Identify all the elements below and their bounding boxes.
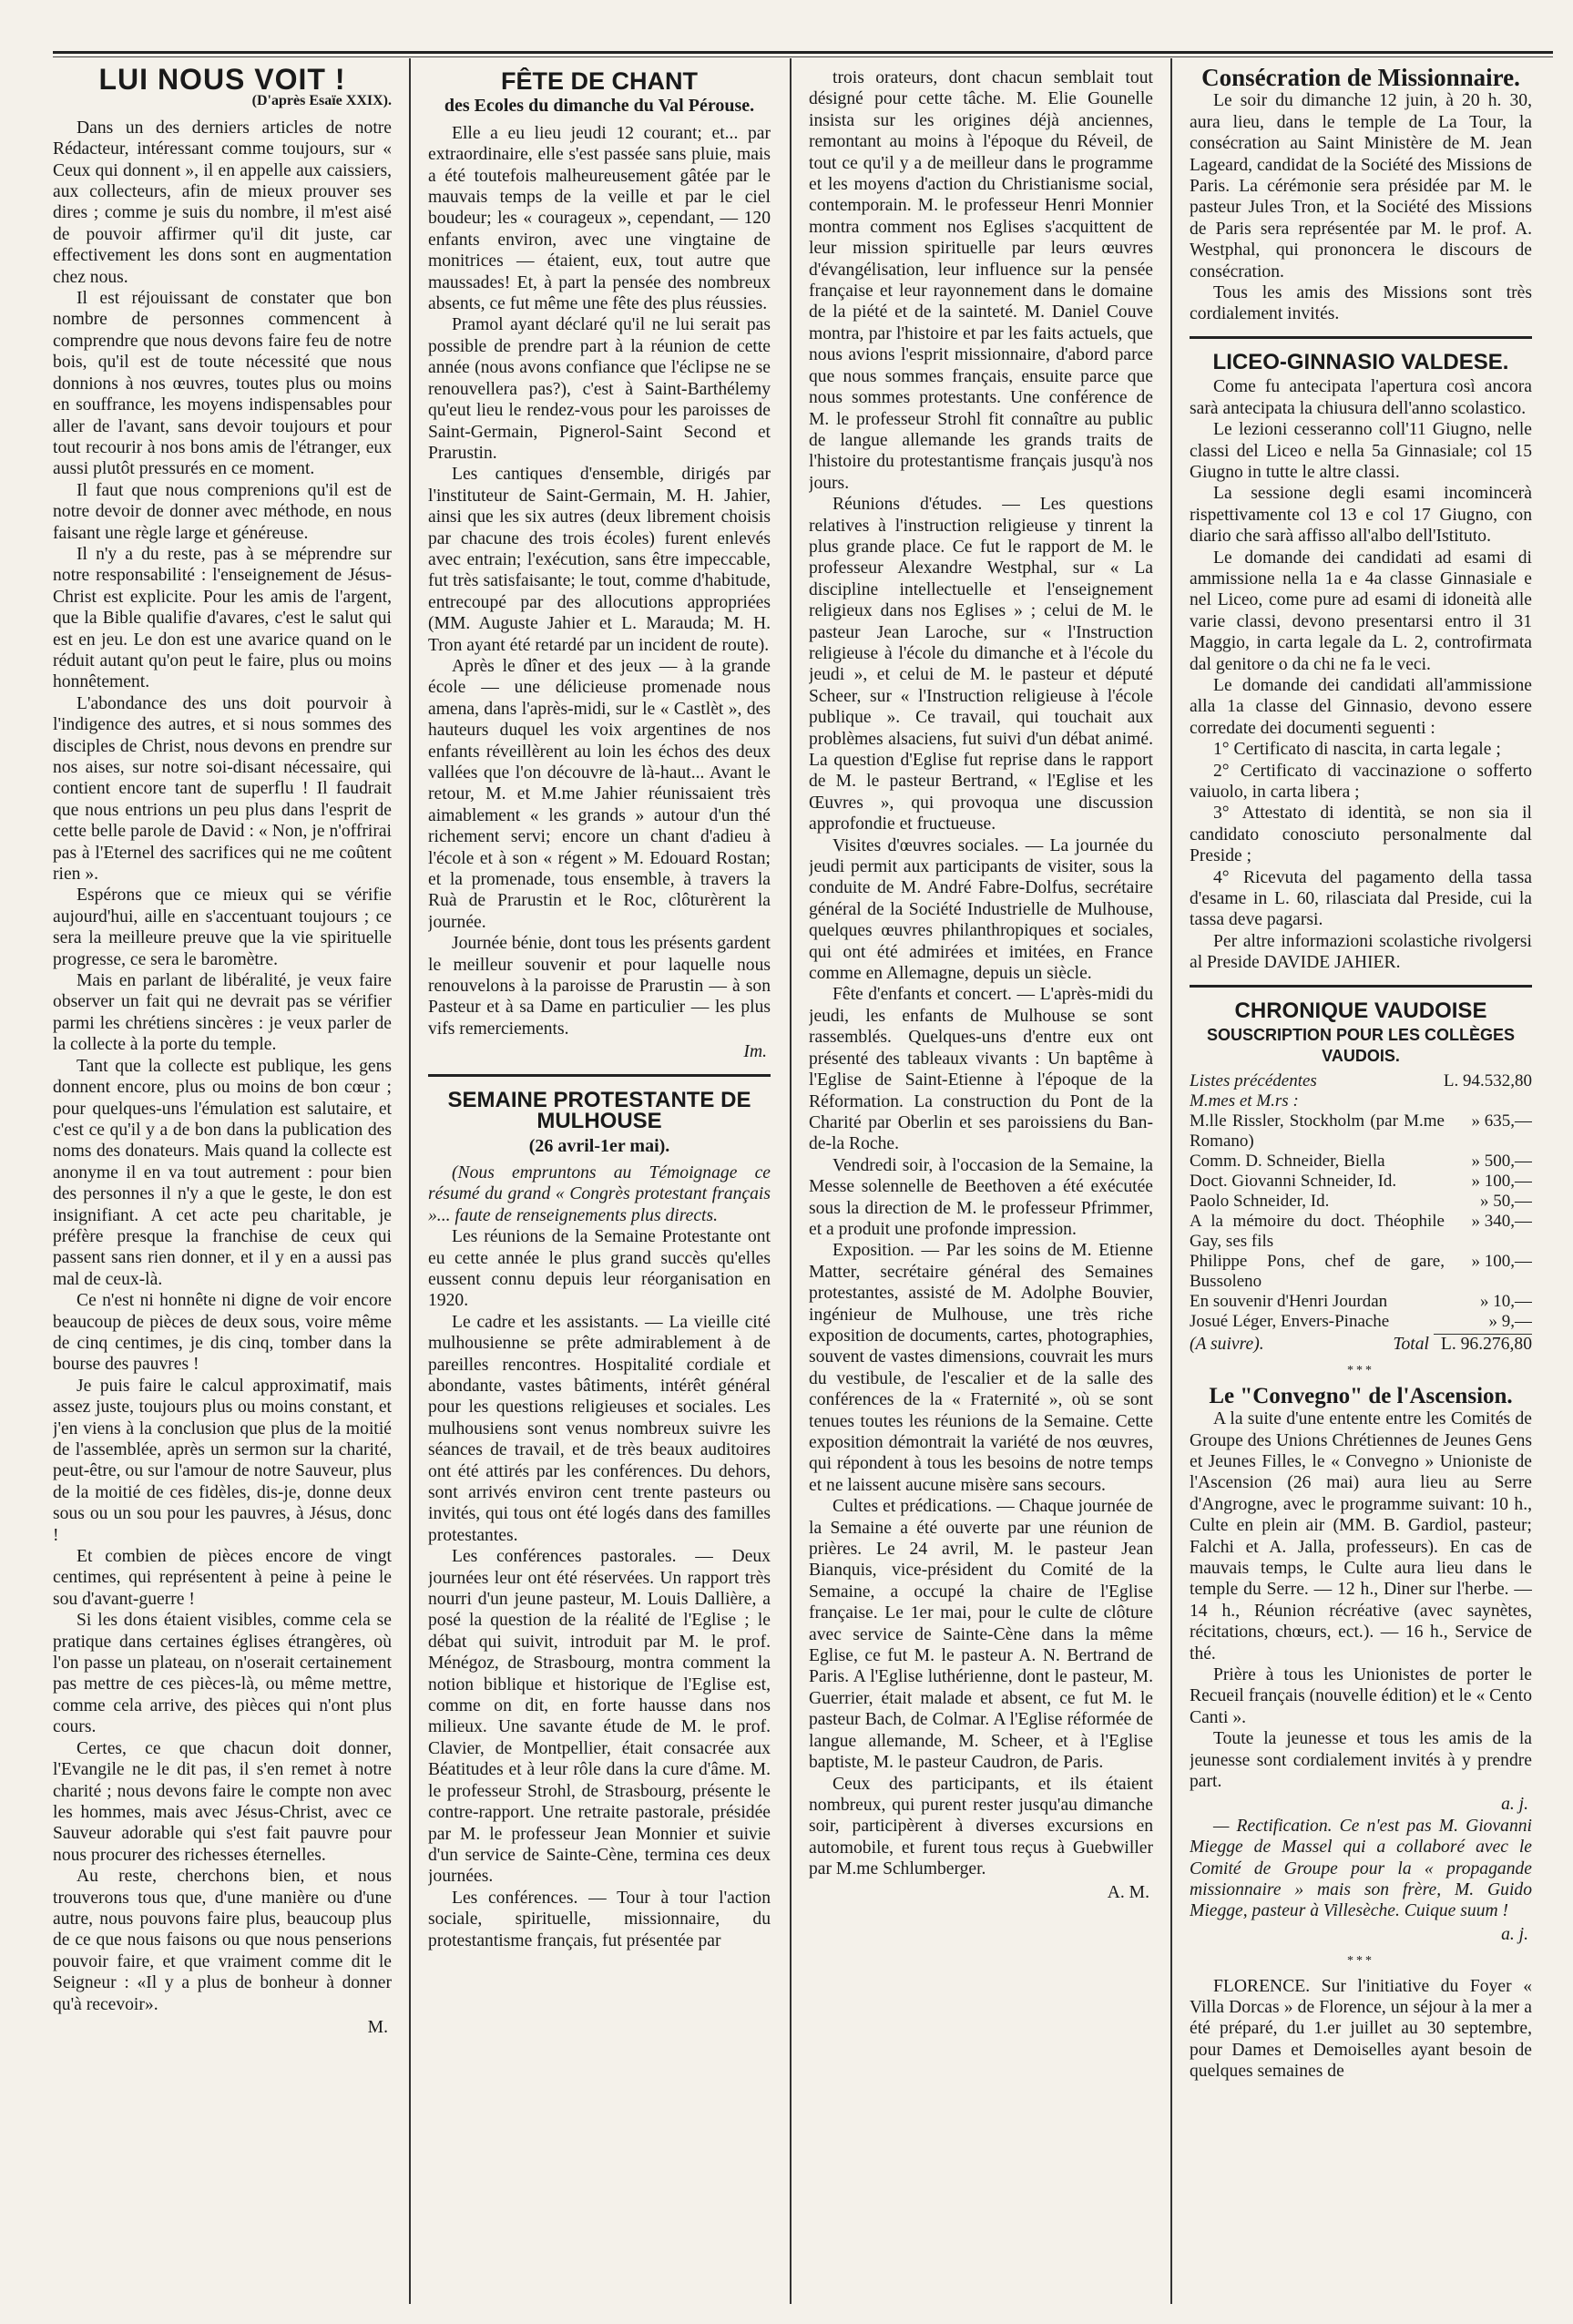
donor-name: A la mémoire du doct. Théophile Gay, ses fils	[1190, 1211, 1445, 1251]
section-separator	[1190, 336, 1532, 339]
article-subtitle: (D'après Esaïe XXIX).	[251, 93, 392, 109]
donor-name: M.lle Rissler, Stockholm (par M.me Romano)	[1190, 1111, 1445, 1151]
article-body	[1190, 1408, 1532, 1792]
column-separator	[790, 58, 792, 2304]
subscription-title: SOUSCRIPTION POUR LES COLLÈGES VAUDOIS.	[1206, 1026, 1516, 1066]
paragraph: Il est réjouissant de constater que bon nombre de personnes commencent à comprendre que nous devons faire feu de notre bois, qu'il est de toute nécessité que nous donnions à nos œuvres, toutes plus ou moins en souffrance, les moyens indispensables pour aller de l'avant, sans devoir toujours et pour tout recourir à nos bons amis de l'étranger, eux aussi plutôt pressurés en ce moment.	[53, 289, 392, 479]
article-body	[428, 123, 771, 1039]
stars-divider: ***	[1347, 1954, 1374, 1969]
paragraph: Après le dîner et des jeux — à la grande école — une délicieuse promenade nous amena, dans l'après-midi, sur le « Castlèt », des hauteurs duquel les voix argentines de nos enfants réveillèrent au loin les échos des deux vallées que l'on découvre de là-haut... Avant le retour, M. et M.me Jahier réunissaient très aimablement « les grands » autour d'un thé richement servi; encore un chant d'adieu à l'école et à son « régent » M. Edouard Rostan; et la promenade, tous ensemble, à travers la Ruà de Prarustin et le Roc, clôturèrent la journée.	[428, 656, 771, 932]
paragraph: Au reste, cherchons bien, et nous trouverons tous que, d'une manière ou d'une autre, nous pouvons faire plus, beaucoup plus de ce que nous faisons ou que nous penserions pouvoir faire, et que vraiment comme dit le Seigneur : «Il y a plus de bonheur à donner qu'à recevoir».	[53, 1867, 392, 2014]
paragraph: Les conférences pastorales. — Deux journées leur ont été réservées. Un rapport très nourri d'un jeune pasteur, M. Louis Dallière, a posé la question de la réalité de l'Eglise ; le débat qui suivit, introduit par M. le prof. Ménégoz, de Strasbourg, montra comment la notion biblique et historique de l'Eglise est, comme on dit, en forte hausse dans nos milieux. Une savante étude de M. le prof. Clavier, de Montpellier, était consacrée aux Béatitudes et à leur rôle dans la cure d'âme. M. le professeur Strohl, de Strasbourg, présente le contre-rapport. Une retraite pastorale, présidée par M. le professeur Jean Monnier et suivie d'un service de Sainte-Cène, termina ces deux journées.	[428, 1547, 771, 1887]
paragraph: 2° Certificato di vaccinazione o sofferto vaiuolo, in carta libera ;	[1190, 761, 1532, 802]
paragraph: Tant que la collecte est publique, les gens donnent encore, plus ou moins de bon cœur ; pour quelques-uns l'émulation est salutaire, et c'est ce qu'il y a de bon dans la publication des noms des donateurs. Mais quand la collecte est anonyme il en va tout autrement : pour bien des personnes il n'y a que le geste, le don est insignifiant. A cet acte peu charitable, je préfère presque la franchise de ceux qui passent sans rien donner, et il y en a aussi pas mal de ceux-là.	[53, 1056, 392, 1289]
paragraph: 4° Ricevuta del pagamento della tassa d'esame in L. 60, rilasciata dal Preside, cui la tassa deve pagarsi.	[1190, 867, 1532, 930]
column-2	[428, 67, 771, 2304]
names-header: M.mes et M.rs :	[1190, 1090, 1299, 1111]
donor-name: Comm. D. Schneider, Biella	[1190, 1151, 1385, 1171]
paragraph: Prière à tous les Unionistes de porter le Recueil français (nouvelle édition) et le « Cento Canti ».	[1190, 1664, 1532, 1727]
paragraph: La sessione degli esami incomincerà rispettivamente col 13 e col 17 Giugno, con diario che sarà affisso all'albo dell'Istituto.	[1190, 484, 1532, 547]
paragraph: Le cadre et les assistants. — La vieille cité mulhousienne se prête admirablement à de pareilles rencontres. Hospitalité cordiale et abondante, vastes bâtiments, intérêt général pour les questions religieuses et sociales. Les mulhousiens sont venus nombreux suivre les séances de travail, et de très beaux auditoires ont été attirés par les conférences. Du dehors, sont arrivés environ cent trente pasteurs ou invités, qui tous ont été logés dans des familles protestantes.	[428, 1312, 771, 1545]
paragraph: Le soir du dimanche 12 juin, à 20 h. 30, aura lieu, dans le temple de La Tour, la consécration au Saint Ministère de M. Jean Lageard, candidat de la Société des Missions de Paris. La cérémonie sera présidée par M. le pasteur Jules Tron, et la Société des Missions de Paris sera représentée par M. le prof. A. Westphal, qui prononcera le discours de consécration.	[1190, 91, 1532, 282]
donor-name: Josué Léger, Envers-Pinache	[1190, 1311, 1390, 1331]
donor-row	[1190, 1152, 1532, 1172]
donor-amount: » 100,—	[1471, 1251, 1532, 1271]
paragraph: Visites d'œuvres sociales. — La journée du jeudi permit aux participants de visiter, sous la conduite de M. André Fabre-Dolfus, secrétaire général de la Société Industrielle de Mulhouse, quelques œuvres philanthropiques et sociales, qui ont été admirées et imitées, en France comme en Allemagne, depuis un siècle.	[809, 835, 1153, 984]
top-rule	[53, 51, 1553, 54]
paragraph: Et combien de pièces encore de vingt centimes, qui représentent à peine à peine le sou d'avant-guerre !	[53, 1547, 392, 1609]
previous-lists-row	[1190, 1071, 1532, 1091]
column-3	[809, 67, 1153, 2304]
stars-divider: ***	[1347, 1364, 1374, 1378]
donor-row	[1190, 1252, 1532, 1292]
donor-amount: » 635,—	[1471, 1111, 1532, 1131]
signature: a. j.	[1501, 1924, 1528, 1944]
paragraph: Pramol ayant déclaré qu'il ne lui serait pas possible de prendre part à la réunion de cette année (nous avons confiance que l'éclipse ne se renouvellera pas?), c'est à Saint-Barthélemy qu'eut lieu le rendez-vous pour les paroisses de Saint-Germain, Pignerol-Saint Second et Prarustin.	[428, 315, 771, 463]
paragraph: Elle a eu lieu jeudi 12 courant; et... par extraordinaire, elle s'est passée sans pluie, mais a été toutefois malheureusement gâtée par le mauvais temps de la veille et par le ciel boudeur; les « courageux », cependant, — 120 enfants environ, avec une vingtaine de monitrices — étaient, eux, tout autre que maussades! Et, à part la pensée des nombreux absents, ce fut même une fête des plus réussies.	[428, 123, 771, 314]
signature: Im.	[743, 1042, 767, 1062]
paragraph: Je puis faire le calcul approximatif, mais assez juste, toujours plus ou moins constant, et j'en viens à la conclusion que plus de la moitié de l'assemblée, après un sermon sur la charité, peut-être, ou sur l'amour de notre Sauveur, plus de la moitié de ces fidèles, dis-je, donne deux sous ou un sou pour les pauvres, à Jésus, donc !	[53, 1376, 392, 1545]
article-body	[53, 118, 392, 2015]
donor-row	[1190, 1111, 1532, 1152]
article-body	[809, 67, 1153, 1880]
section-title: CHRONIQUE VAUDOISE	[1234, 998, 1487, 1023]
paragraph: Journée bénie, dont tous les présents gardent le meilleur souvenir et pour laquelle nous renouvelons à la paroisse de Prarustin — à son Pasteur et à sa Dame en particulier — les plus vifs remerciements.	[428, 934, 771, 1039]
paragraph: Les conférences. — Tour à tour l'action sociale, spirituelle, missionnaire, du protestantisme français, fut présentée par	[428, 1888, 771, 1950]
paragraph: Réunions d'études. — Les questions relatives à l'instruction religieuse y tinrent la plus grande place. Ce fut le rapport de M. le professeur Alexandre Westphal, sur « La discipline intellectuelle et l'enseignement religieux dans nos Eglises » ; celui de M. le pasteur Jean Laroche, sur « l'Instruction religieuse à l'école du dimanche et à l'école du jeudi », et celui de M. le pasteur et député Scheer, sur « l'Instruction religieuse à l'école publique ». Ce travail, qui touchait aux problèmes alsaciens, fut suivi d'un débat animé. La question d'Eglise fut reprise dans le rapport de M. le pasteur Bertrand, « l'Eglise et les Œuvres », qui provoqua une discussion approfondie et fructueuse.	[809, 495, 1153, 834]
column-1	[53, 67, 392, 2304]
paragraph: Le domande dei candidati all'ammissione alla 1a classe del Ginnasio, devono essere corredate dei documenti seguenti :	[1190, 675, 1532, 738]
column-4	[1190, 67, 1532, 2304]
paragraph: Come fu antecipata l'apertura così ancora sarà antecipata la chiusura dell'anno scolastico.	[1190, 377, 1532, 418]
paragraph: Certes, ce que chacun doit donner, l'Evangile ne le dit pas, il s'en remet à notre charité ; nous devons faire le compte non avec les hommes, mais avec Jésus-Christ, avec ce Sauveur adorable qui s'est fait pauvre pour nous procurer des richesses éternelles.	[53, 1738, 392, 1865]
paragraph: Toute la jeunesse et tous les amis de la jeunesse sont cordialement invités à y prendre part.	[1190, 1729, 1532, 1791]
donor-amount: » 50,—	[1480, 1191, 1532, 1211]
paragraph: Tous les amis des Missions sont très cordialement invités.	[1190, 283, 1532, 324]
donor-list	[1190, 1111, 1532, 1332]
donor-amount: » 500,—	[1471, 1151, 1532, 1171]
donor-amount: » 340,—	[1471, 1211, 1532, 1231]
paragraph: Il n'y a du reste, pas à se méprendre sur notre responsabilité : l'enseignement de Jésus-Christ est explicite. Pour les amis de l'argent, que la Bible qualifie d'avares, c'est le salut qui est en jeu. Le don est une avarice quand on le réduit autant qu'on peut le faire, plus ou moins honnêtement.	[53, 544, 392, 692]
paragraph: Il faut que nous comprenions qu'il est de notre devoir de donner avec méthode, en nous faisant une règle large et généreuse.	[53, 480, 392, 543]
signature: A. M.	[1107, 1882, 1149, 1902]
paragraph: Les cantiques d'ensemble, dirigés par l'instituteur de Saint-Germain, M. H. Jahier, ainsi que les six autres (deux librement choisis par chacune des trois écoles) furent enlevés avec entrain; l'exécution, sans être impeccable, fut très satisfaisante; le tout, comme d'habitude, entrecoupé par des allocutions appropriées (MM. Auguste Jahier et L. Marauda; M. H. Tron ayant été retardé par un incident de route).	[428, 465, 771, 655]
paragraph: Le lezioni cesseranno coll'11 Giugno, nelle classi del Liceo e nella 5a Ginnasiale; col 15 Giugno in tutte le altre classi.	[1190, 420, 1532, 482]
paragraph: Fête d'enfants et concert. — L'après-midi du jeudi, les enfants de Mulhouse se sont rassemblés. Quelques-uns d'entre eux ont présenté des tableaux vivants : Un baptême à l'Eglise de Saint-Etienne à l'époque de la Réformation. La construction du Pont de la Charité par Oberlin et ses paroissiens du Ban-de-la Roche.	[809, 985, 1153, 1154]
donor-amount: » 100,—	[1471, 1171, 1532, 1191]
total-value: L. 96.276,80	[1434, 1334, 1532, 1354]
article-title: LICEO-GINNASIO VALDESE.	[1212, 349, 1509, 374]
paragraph: Ce n'est ni honnête ni digne de voir encore beaucoup de pièces de deux sous, voire même de cinq centimes, je dis cinq, tomber dans la bourse des pauvres !	[53, 1291, 392, 1375]
article-subtitle: (26 avril-1er mai).	[528, 1135, 670, 1156]
signature: M.	[367, 2017, 388, 2037]
previous-lists-value: L. 94.532,80	[1443, 1070, 1532, 1090]
donor-row	[1190, 1212, 1532, 1252]
signature: a. j.	[1501, 1795, 1528, 1815]
article-title: SEMAINE PROTESTANTE DE MULHOUSE	[447, 1087, 751, 1134]
paragraph: Cultes et prédications. — Chaque journée de la Semaine a été ouverte par une réunion de prières. Le 24 avril, M. le pasteur Jean Bianquis, vice-président du Comité de la Semaine, a occupé la chaire de l'Eglise française. Le 1er mai, pour le culte de clôture avec service de Sainte-Cène dans la même Eglise, ce fut M. le pasteur A. N. Bertrand de Paris. A l'Eglise luthérienne, dont le pasteur, M. Guerrier, était malade et absent, ce fut M. le pasteur Bach, de Colmar. A l'Eglise réformée de langue allemande, M. Scheer, et à l'Eglise baptiste, M. le pasteur Caudron, de Paris.	[809, 1497, 1153, 1773]
article-body	[1190, 90, 1532, 324]
column-separator	[1170, 58, 1172, 2304]
paragraph: Le domande dei candidati ad esami di ammissione nella 1a e 4a classe Ginnasiale e nel Liceo, come pure ad esami di idoneità alle varie classi, devono presentarsi entro il 31 Maggio, in carta legale da L. 2, controfirmata dal genitore o da chi ne fa le veci.	[1190, 548, 1532, 674]
paragraph: Espérons que ce mieux qui se vérifie aujourd'hui, aille en s'accentuant toujours ; ce sera la meilleure preuve que la vie spirituelle progresse, ce sera le baromètre.	[53, 886, 392, 969]
donor-name: Paolo Schneider, Id.	[1190, 1191, 1330, 1211]
donor-row	[1190, 1192, 1532, 1212]
paragraph: Per altre informazioni scolastiche rivolgersi al Preside DAVIDE JAHIER.	[1190, 931, 1532, 973]
column-separator	[409, 58, 411, 2304]
donor-name: Doct. Giovanni Schneider, Id.	[1190, 1171, 1397, 1191]
article-body	[428, 1226, 771, 1951]
paragraph: Dans un des derniers articles de notre Rédacteur, intéressant comme toujours, sur « Ceux qui donnent », il en appelle aux caissiers, aux collecteurs, afin de mieux prouver ses dires ; comme je suis du nombre, il m'est aisé de pouvoir affirmer qu'il dit juste, car effectivement les dons sont en augmentation chez nous.	[53, 118, 392, 287]
paragraph: 3° Attestato di identità, se non sia il candidato conosciuto personalmente dal Preside ;	[1190, 804, 1532, 866]
article-body	[1190, 376, 1532, 973]
donor-amount: » 10,—	[1480, 1291, 1532, 1311]
section-separator	[428, 1074, 771, 1077]
rectification-paragraph: — Rectification. Ce n'est pas M. Giovanni Miegge de Massel qui a collaboré avec le Comité de Groupe pour la « propagande missionnaire » mais son frère, M. Guido Miegge, pasteur à Villesèche. Cuique suum !	[1190, 1816, 1532, 1921]
article-title: FÊTE DE CHANT	[501, 67, 698, 95]
intro-paragraph: (Nous empruntons au Témoignage ce résumé du grand « Congrès protestant français »... faute de renseignements plus directs.	[428, 1162, 771, 1225]
total-label: Total	[1393, 1334, 1429, 1354]
paragraph: 1° Certificato di nascita, in carta legale ;	[1213, 740, 1501, 760]
paragraph: Exposition. — Par les soins de M. Etienne Matter, secrétaire général des Semaines protestantes, assisté de M. Adolphe Bouvier, ingénieur de Mulhouse, une très riche exposition de documents, cartes, photographies, souvent de vastes dimensions, couvrait les murs du vestibule, de l'escalier et de la salle des conférences de la « Fraternité », où se sont tenues toutes les réunions de la Semaine. Cette exposition démontrait la variété de nos œuvres, qui répondent à tous les besoins de notre temps et ne laissent aucune misère sans secours.	[809, 1241, 1153, 1495]
top-rule-thin	[53, 56, 1553, 57]
previous-lists-label: Listes précédentes	[1190, 1070, 1317, 1090]
paragraph: L'abondance des uns doit pourvoir à l'indigence des autres, et si nous sommes des disciples de Christ, nous devons en prendre sur nos aises, sur notre soi-disant nécessaire, qui contient encore tant de superflu ! Il faudrait que nous entrions un peu plus dans l'esprit de cette belle parole de David : « Non, je n'offrirai pas à l'Eternel des sacrifices qui ne me coûtent rien ».	[53, 693, 392, 885]
donor-row	[1190, 1312, 1532, 1332]
total-row	[1190, 1334, 1532, 1355]
article-title: Consécration de Missionnaire.	[1201, 67, 1520, 91]
donor-name: En souvenir d'Henri Jourdan	[1190, 1291, 1388, 1311]
follow-note: (A suivre).	[1190, 1334, 1264, 1354]
paragraph: Si les dons étaient visibles, comme cela se pratique dans certaines églises étrangères, où l'on passe un plateau, on n'oserait certainement pas mettre de ces pièces-là, ou même mettre, comme cela arrive, des pièces qui n'ont plus cours.	[53, 1611, 392, 1737]
donor-amount: » 9,—	[1488, 1311, 1532, 1331]
florence-paragraph: FLORENCE. Sur l'initiative du Foyer « Villa Dorcas » de Florence, un séjour à la mer a été préparé, du 1.er juillet au 30 septembre, pour Dames et Demoiselles ayant besoin de quelques semaines de	[1190, 1976, 1532, 2082]
article-title: Le "Convegno" de l'Ascension.	[1209, 1383, 1513, 1408]
article-subtitle: des Ecoles du dimanche du Val Pérouse.	[444, 96, 755, 117]
donor-name: Philippe Pons, chef de gare, Bussoleno	[1190, 1251, 1445, 1291]
paragraph: A la suite d'une entente entre les Comités de Groupe des Unions Chrétiennes de Jeunes Gens et Jeunes Filles, le « Convegno » Unioniste de l'Ascension (26 mai) aura lieu au Serre d'Angrogne, avec le programme suivant: 10 h., Culte en plein air (MM. B. Gardiol, pasteur; Falchi et A. Jalla, professeurs). En cas de mauvais temps, le Culte aura lieu dans le temple du Serre. — 12 h., Diner sur l'herbe. — 14 h., Réunion récréative (avec saynètes, récitations, chœurs, ect.). — 16 h., Service de thé.	[1190, 1409, 1532, 1664]
donor-row	[1190, 1292, 1532, 1312]
paragraph: Les réunions de la Semaine Protestante ont eu cette année le plus grand succès qu'elles eussent connu depuis leur réorganisation en 1920.	[428, 1227, 771, 1311]
paragraph: trois orateurs, dont chacun semblait tout désigné pour cette tâche. M. Elie Gounelle insista sur les origines déjà anciennes, remontant au moins à l'époque du Réveil, de tout ce qu'il y a de meilleur dans le programme et les moyens d'action du Christianisme social, contemporain. M. le professeur Henri Monnier montra comment nos Eglises s'acquittent de leur mission spirituelle par leurs œuvres d'évangélisation, leur influence sur la pensée française et leur rayonnement dans le domaine de la piété et de la sainteté. M. Daniel Couve montra, par l'histoire et par les faits actuels, que nous avions l'esprit missionnaire, d'abord parce que nous sommes français, ensuite parce que nous sommes protestants. Une conférence de M. le professeur Strohl fit connaître au public de langue allemande les grands traits de l'histoire du protestantisme français jusqu'à nos jours.	[809, 68, 1153, 493]
paragraph: Vendredi soir, à l'occasion de la Semaine, la Messe solennelle de Beethoven a été exécutée sous la direction de M. le professeur Pfrimmer, et a produit une profonde impression.	[809, 1155, 1153, 1239]
donor-row	[1190, 1172, 1532, 1192]
section-separator	[1190, 985, 1532, 988]
paragraph: Ceux des participants, et ils étaient nombreux, qui purent rester jusqu'au dimanche soir, participèrent à diverses excursions en automobile, et furent tous reçus à Guebwiller par M.me Schlumberger.	[809, 1774, 1153, 1879]
article-title: LUI NOUS VOIT !	[98, 67, 346, 96]
paragraph: Mais en parlant de libéralité, je veux faire observer un fait qui ne devrait pas se vérifier parmi les chrétiens sincères : je veux parler de la collecte à la porte du temple.	[53, 971, 392, 1055]
